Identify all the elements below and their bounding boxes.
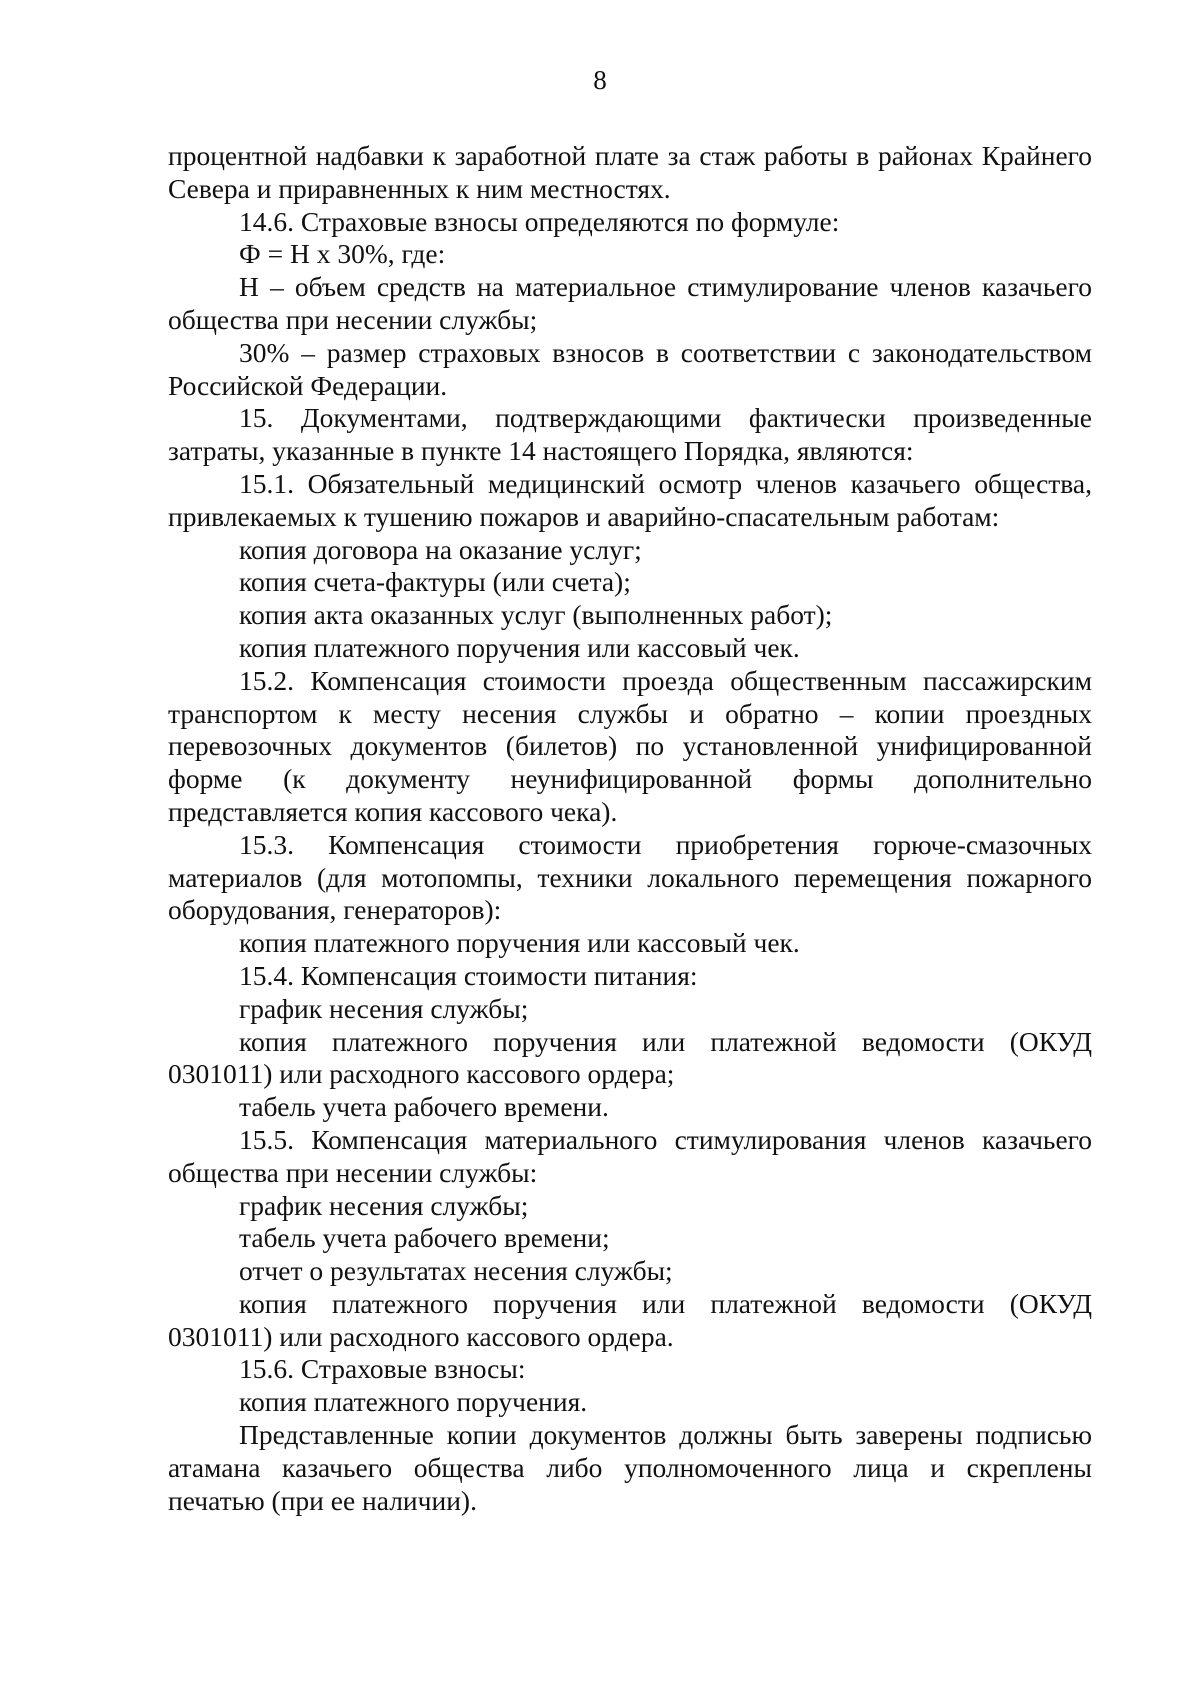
list-item: копия платежного поручения или платежной ведомости (ОКУД 0301011) или расходного кассового ордера; xyxy=(168,1025,1092,1090)
list-item: табель учета рабочего времени. xyxy=(239,1091,609,1123)
paragraph: 15.6. Страховые взносы: xyxy=(239,1353,526,1385)
list-item: график несения службы; xyxy=(239,1189,529,1221)
list-item: копия платежного поручения или кассовый чек. xyxy=(239,631,800,663)
paragraph: 15.3. Компенсация стоимости приобретения горюче-смазочных материалов (для мотопомпы, техники локального перемещения пожарного оборудования, генераторов): xyxy=(168,828,1092,926)
paragraph: 15.4. Компенсация стоимости питания: xyxy=(239,959,698,991)
paragraph: 15.1. Обязательный медицинский осмотр членов казачьего общества, привлекаемых к тушению пожаров и аварийно-спасательным работам: xyxy=(168,467,1092,532)
paragraph: Представленные копии документов должны быть заверены подписью атамана казачьего общества либо уполномоченного лица и скреплены печатью (при ее наличии). xyxy=(168,1419,1092,1516)
paragraph: 15. Документами, подтверждающими фактически произведенные затраты, указанные в пункте 14 настоящего Порядка, являются: xyxy=(168,402,1092,467)
paragraph: процентной надбавки к заработной плате за стаж работы в районах Крайнего Севера и приравненных к ним местностях. xyxy=(168,140,1092,204)
document-body xyxy=(168,140,1092,1517)
list-item: график несения службы; xyxy=(239,992,529,1024)
list-item: копия платежного поручения или кассовый чек. xyxy=(239,927,800,959)
list-item: отчет о результатах несения службы; xyxy=(239,1255,673,1287)
paragraph: Ф = Н х 30%, где: xyxy=(239,238,446,270)
paragraph: 14.6. Страховые взносы определяются по формуле: xyxy=(239,205,840,237)
list-item: копия платежного поручения. xyxy=(239,1386,588,1418)
paragraph: 15.2. Компенсация стоимости проезда общественным пассажирским транспортом к месту несения службы и обратно – копии проездных перевозочных документов (билетов) по установленной унифицированной форме (к документу неунифицированной формы дополнительно представляется копия кассового чека). xyxy=(168,664,1092,827)
list-item: табель учета рабочего времени; xyxy=(239,1222,610,1254)
paragraph: Н – объем средств на материальное стимулирование членов казачьего общества при несении службы; xyxy=(168,271,1092,335)
list-item: копия акта оказанных услуг (выполненных работ); xyxy=(239,599,833,631)
paragraph: 30% – размер страховых взносов в соответствии с законодательством Российской Федерации. xyxy=(168,336,1092,401)
list-item: копия счета-фактуры (или счета); xyxy=(239,566,631,598)
paragraph: 15.5. Компенсация материального стимулирования членов казачьего общества при несении службы: xyxy=(168,1123,1092,1188)
page-number: 8 xyxy=(593,65,607,95)
list-item: копия платежного поручения или платежной ведомости (ОКУД 0301011) или расходного кассового ордера. xyxy=(168,1287,1092,1352)
list-item: копия договора на оказание услуг; xyxy=(239,533,642,565)
